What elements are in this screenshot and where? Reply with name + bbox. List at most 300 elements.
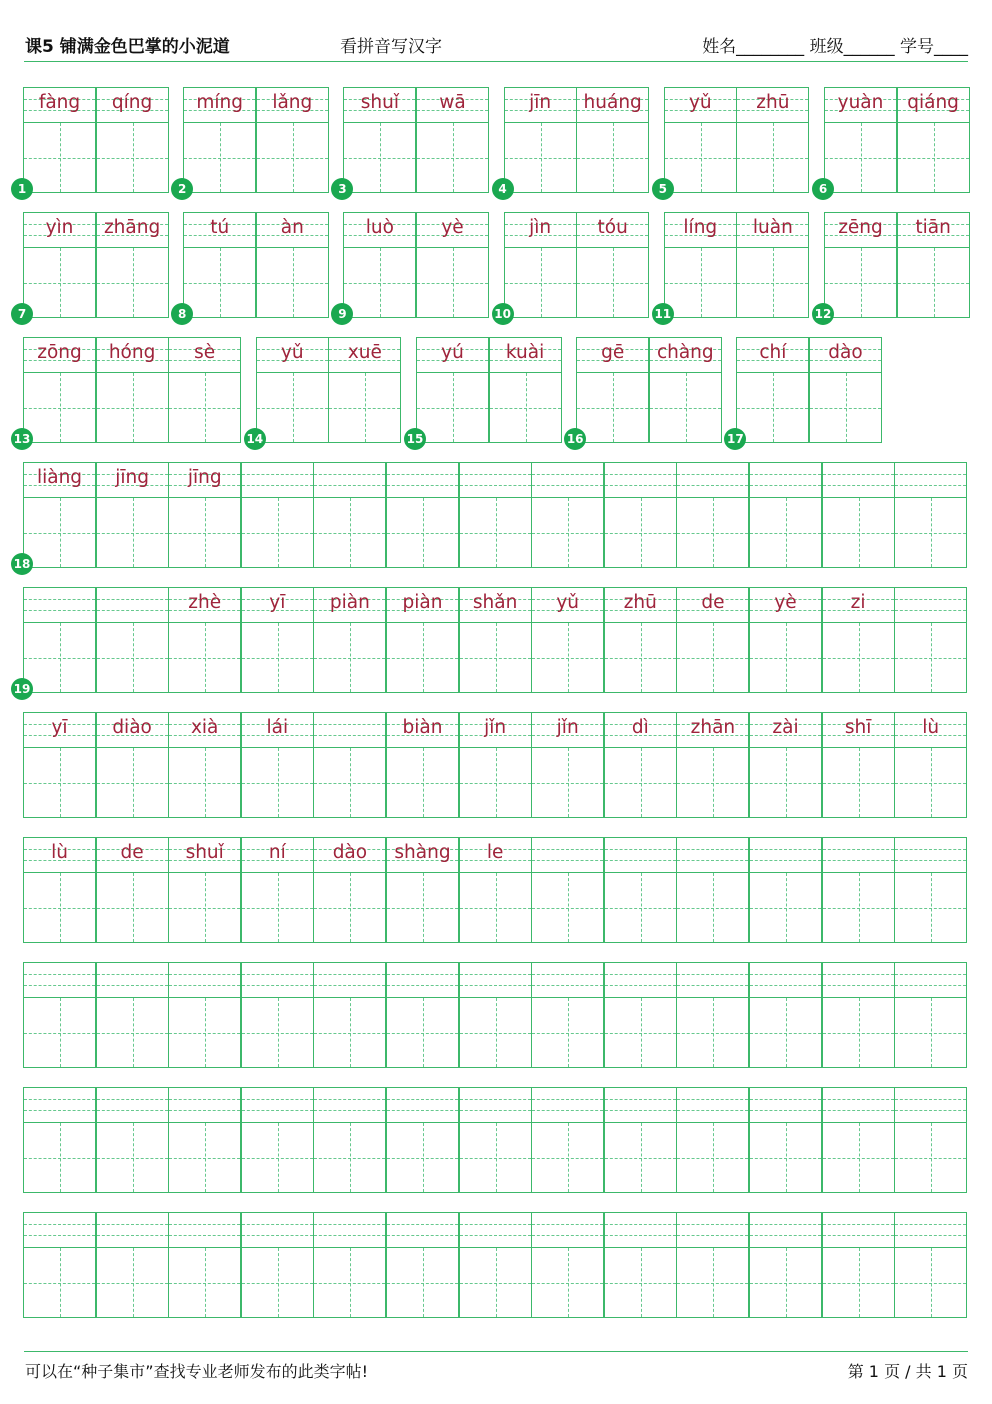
character-box[interactable] [314, 998, 385, 1067]
pinyin-text: gē [601, 342, 625, 363]
character-box[interactable] [895, 748, 966, 817]
character-box[interactable] [97, 873, 168, 942]
pinyin-band [895, 963, 966, 998]
writing-cell[interactable] [96, 1212, 169, 1318]
character-box[interactable] [242, 1248, 313, 1317]
character-box[interactable] [314, 1248, 385, 1317]
character-box[interactable] [387, 623, 458, 692]
writing-cell[interactable] [241, 1212, 314, 1318]
writing-cell[interactable] [313, 1087, 386, 1193]
character-box[interactable] [532, 998, 603, 1067]
item-number-badge: 6 [812, 178, 834, 200]
pinyin-text: piàn [402, 592, 443, 613]
character-box[interactable] [417, 123, 488, 192]
pinyin-text: de [120, 842, 144, 863]
writing-cell[interactable] [894, 587, 967, 693]
writing-cell[interactable] [183, 87, 256, 193]
character-box[interactable] [24, 248, 95, 317]
pinyin-band [750, 838, 821, 873]
character-box[interactable] [677, 498, 748, 567]
character-box[interactable] [677, 1248, 748, 1317]
character-box[interactable] [605, 623, 676, 692]
writing-cell[interactable] [822, 1087, 895, 1193]
character-box[interactable] [577, 248, 648, 317]
writing-cell[interactable] [531, 587, 604, 693]
character-box[interactable] [577, 373, 648, 442]
writing-cell[interactable] [96, 837, 169, 943]
pinyin-text: zhāng [103, 217, 161, 238]
character-box[interactable] [97, 373, 168, 442]
character-box[interactable] [344, 248, 415, 317]
writing-cell[interactable] [809, 337, 882, 443]
writing-cell[interactable] [894, 1087, 967, 1193]
character-box[interactable] [314, 748, 385, 817]
character-box[interactable] [532, 623, 603, 692]
character-box[interactable] [417, 373, 488, 442]
character-box[interactable] [314, 498, 385, 567]
writing-cell[interactable] [328, 337, 401, 443]
pinyin-band [895, 588, 966, 623]
character-box[interactable] [257, 123, 328, 192]
writing-cell[interactable] [676, 1087, 749, 1193]
writing-cell[interactable] [386, 837, 459, 943]
character-box[interactable] [605, 498, 676, 567]
writing-cell[interactable] [241, 1087, 314, 1193]
character-box[interactable] [169, 998, 240, 1067]
pinyin-band [460, 963, 531, 998]
writing-cell[interactable] [822, 837, 895, 943]
writing-cell[interactable] [96, 87, 169, 193]
writing-cell[interactable] [256, 87, 329, 193]
writing-cell[interactable] [343, 212, 416, 318]
character-box[interactable] [577, 123, 648, 192]
pinyin-text: dào [332, 842, 368, 863]
writing-cell[interactable] [531, 1087, 604, 1193]
character-box[interactable] [532, 748, 603, 817]
pinyin-text: lù [51, 842, 68, 863]
pinyin-band [750, 1213, 821, 1248]
pinyin-text: zhè [188, 592, 222, 613]
character-box[interactable] [750, 623, 821, 692]
writing-cell[interactable] [822, 1212, 895, 1318]
character-box[interactable] [665, 123, 736, 192]
character-box[interactable] [532, 1248, 603, 1317]
character-box[interactable] [24, 498, 95, 567]
writing-cell[interactable] [416, 337, 489, 443]
character-box[interactable] [532, 1123, 603, 1192]
writing-cell[interactable] [897, 212, 970, 318]
character-box[interactable] [825, 123, 896, 192]
writing-cell[interactable] [313, 962, 386, 1068]
item-number-badge: 5 [652, 178, 674, 200]
pinyin-text: kuài [505, 342, 545, 363]
pinyin-text: yú [441, 342, 464, 363]
writing-cell[interactable] [416, 87, 489, 193]
writing-cell[interactable] [23, 337, 96, 443]
pinyin-text: zhān [690, 717, 736, 738]
character-box[interactable] [823, 748, 894, 817]
character-box[interactable] [387, 998, 458, 1067]
pinyin-text: fàng [38, 92, 81, 113]
character-box[interactable] [169, 373, 240, 442]
pinyin-text: huáng [583, 92, 642, 113]
character-box[interactable] [387, 498, 458, 567]
writing-cell[interactable] [676, 837, 749, 943]
writing-cell[interactable] [23, 837, 96, 943]
writing-cell[interactable] [241, 712, 314, 818]
character-box[interactable] [97, 498, 168, 567]
character-box[interactable] [650, 373, 721, 442]
writing-cell[interactable] [23, 462, 96, 568]
writing-cell[interactable] [168, 1212, 241, 1318]
writing-cell[interactable] [664, 87, 737, 193]
character-box[interactable] [750, 748, 821, 817]
character-box[interactable] [24, 1123, 95, 1192]
item-number-badge: 10 [492, 303, 514, 325]
footer-note: 可以在“种子集市”查找专业老师发布的此类字帖! [25, 1362, 368, 1381]
writing-cell[interactable] [489, 337, 562, 443]
pinyin-text: ní [268, 842, 286, 863]
character-box[interactable] [329, 373, 400, 442]
writing-cell[interactable] [23, 212, 96, 318]
character-box[interactable] [823, 623, 894, 692]
writing-cell[interactable] [576, 212, 649, 318]
pinyin-text: hóng [108, 342, 156, 363]
character-box[interactable] [810, 373, 881, 442]
character-box[interactable] [417, 248, 488, 317]
pinyin-band [605, 963, 676, 998]
character-box[interactable] [387, 1123, 458, 1192]
writing-cell[interactable] [23, 87, 96, 193]
writing-cell[interactable] [531, 837, 604, 943]
writing-cell[interactable] [23, 1212, 96, 1318]
character-box[interactable] [242, 1123, 313, 1192]
writing-cell[interactable] [824, 87, 897, 193]
writing-cell[interactable] [96, 1087, 169, 1193]
character-box[interactable] [24, 373, 95, 442]
writing-cell[interactable] [459, 462, 532, 568]
character-box[interactable] [257, 248, 328, 317]
character-box[interactable] [898, 248, 969, 317]
writing-cell[interactable] [749, 1212, 822, 1318]
character-box[interactable] [895, 873, 966, 942]
writing-cell[interactable] [459, 712, 532, 818]
character-box[interactable] [24, 748, 95, 817]
item-number-badge: 12 [812, 303, 834, 325]
writing-cell[interactable] [531, 712, 604, 818]
pinyin-band [895, 838, 966, 873]
writing-cell[interactable] [824, 212, 897, 318]
writing-cell[interactable] [96, 587, 169, 693]
writing-cell[interactable] [23, 587, 96, 693]
writing-cell[interactable] [241, 462, 314, 568]
writing-cell[interactable] [168, 962, 241, 1068]
character-box[interactable] [169, 748, 240, 817]
writing-cell[interactable] [386, 587, 459, 693]
character-box[interactable] [677, 998, 748, 1067]
character-box[interactable] [605, 748, 676, 817]
writing-cell[interactable] [241, 587, 314, 693]
writing-cell[interactable] [736, 87, 809, 193]
writing-cell[interactable] [894, 1212, 967, 1318]
character-box[interactable] [97, 1123, 168, 1192]
item-number-badge: 13 [11, 428, 33, 450]
pinyin-band [532, 1088, 603, 1123]
character-box[interactable] [97, 248, 168, 317]
character-box[interactable] [605, 873, 676, 942]
writing-cell[interactable] [749, 1087, 822, 1193]
writing-cell[interactable] [386, 1212, 459, 1318]
writing-cell[interactable] [604, 587, 677, 693]
writing-cell[interactable] [504, 87, 577, 193]
item-number-badge: 8 [171, 303, 193, 325]
writing-cell[interactable] [386, 1087, 459, 1193]
writing-cell[interactable] [604, 1087, 677, 1193]
character-box[interactable] [460, 1248, 531, 1317]
character-box[interactable] [460, 623, 531, 692]
writing-cell[interactable] [676, 462, 749, 568]
character-box[interactable] [24, 873, 95, 942]
character-box[interactable] [242, 998, 313, 1067]
writing-cell[interactable] [749, 712, 822, 818]
writing-cell[interactable] [531, 462, 604, 568]
character-box[interactable] [823, 998, 894, 1067]
writing-cell[interactable] [749, 462, 822, 568]
character-box[interactable] [750, 998, 821, 1067]
character-box[interactable] [895, 1248, 966, 1317]
writing-cell[interactable] [604, 462, 677, 568]
writing-cell[interactable] [313, 462, 386, 568]
character-box[interactable] [169, 623, 240, 692]
writing-cell[interactable] [504, 212, 577, 318]
writing-cell[interactable] [96, 212, 169, 318]
pinyin-band [387, 463, 458, 498]
writing-cell[interactable] [736, 337, 809, 443]
writing-cell[interactable] [459, 1212, 532, 1318]
writing-cell[interactable] [313, 837, 386, 943]
pinyin-band [605, 1213, 676, 1248]
character-box[interactable] [505, 123, 576, 192]
writing-cell[interactable] [168, 1087, 241, 1193]
writing-cell[interactable] [241, 837, 314, 943]
writing-cell[interactable] [343, 87, 416, 193]
character-box[interactable] [169, 498, 240, 567]
character-box[interactable] [460, 998, 531, 1067]
character-box[interactable] [257, 373, 328, 442]
character-box[interactable] [314, 623, 385, 692]
pinyin-text: luò [365, 217, 394, 238]
character-box[interactable] [677, 1123, 748, 1192]
writing-cell[interactable] [736, 212, 809, 318]
writing-cell[interactable] [386, 462, 459, 568]
writing-cell[interactable] [822, 462, 895, 568]
character-box[interactable] [387, 748, 458, 817]
character-box[interactable] [825, 248, 896, 317]
writing-cell[interactable] [897, 87, 970, 193]
character-box[interactable] [898, 123, 969, 192]
writing-cell[interactable] [256, 337, 329, 443]
writing-cell[interactable] [183, 212, 256, 318]
page-number: 第 1 页 / 共 1 页 [847, 1362, 968, 1381]
character-box[interactable] [184, 123, 255, 192]
character-box[interactable] [97, 623, 168, 692]
writing-cell[interactable] [604, 712, 677, 818]
pinyin-band [823, 1213, 894, 1248]
character-box[interactable] [677, 623, 748, 692]
character-box[interactable] [169, 1248, 240, 1317]
writing-cell[interactable] [604, 1212, 677, 1318]
pinyin-text: zhū [756, 92, 790, 113]
character-box[interactable] [242, 748, 313, 817]
writing-cell[interactable] [386, 962, 459, 1068]
character-box[interactable] [605, 1248, 676, 1317]
character-box[interactable] [97, 1248, 168, 1317]
writing-cell[interactable] [459, 587, 532, 693]
writing-cell[interactable] [822, 962, 895, 1068]
character-box[interactable] [895, 998, 966, 1067]
writing-cell[interactable] [256, 212, 329, 318]
character-box[interactable] [97, 998, 168, 1067]
character-box[interactable] [242, 873, 313, 942]
writing-cell[interactable] [894, 837, 967, 943]
character-box[interactable] [895, 498, 966, 567]
character-box[interactable] [605, 998, 676, 1067]
writing-cell[interactable] [168, 337, 241, 443]
character-box[interactable] [895, 1123, 966, 1192]
character-box[interactable] [505, 248, 576, 317]
writing-cell[interactable] [822, 712, 895, 818]
pinyin-band [314, 713, 385, 748]
writing-cell[interactable] [604, 837, 677, 943]
writing-cell[interactable] [749, 837, 822, 943]
writing-cell[interactable] [749, 587, 822, 693]
pinyin-text: qiáng [907, 92, 959, 113]
writing-cell[interactable] [576, 87, 649, 193]
character-box[interactable] [387, 1248, 458, 1317]
writing-cell[interactable] [894, 712, 967, 818]
writing-cell[interactable] [604, 962, 677, 1068]
character-box[interactable] [895, 623, 966, 692]
pinyin-text: yī [51, 717, 68, 738]
writing-cell[interactable] [531, 1212, 604, 1318]
character-box[interactable] [242, 623, 313, 692]
pinyin-band [242, 463, 313, 498]
character-box[interactable] [242, 498, 313, 567]
pinyin-text: sè [194, 342, 216, 363]
pinyin-band [97, 1088, 168, 1123]
writing-cell[interactable] [168, 712, 241, 818]
character-box[interactable] [737, 123, 808, 192]
character-box[interactable] [314, 873, 385, 942]
writing-cell[interactable] [23, 712, 96, 818]
character-box[interactable] [750, 498, 821, 567]
pinyin-text: yè [774, 592, 797, 613]
character-box[interactable] [169, 1123, 240, 1192]
pinyin-text: àn [280, 217, 304, 238]
writing-cell[interactable] [313, 712, 386, 818]
writing-cell[interactable] [96, 337, 169, 443]
character-box[interactable] [823, 873, 894, 942]
character-box[interactable] [314, 1123, 385, 1192]
writing-cell[interactable] [96, 962, 169, 1068]
character-box[interactable] [344, 123, 415, 192]
writing-cell[interactable] [168, 837, 241, 943]
character-box[interactable] [460, 873, 531, 942]
item-number-badge: 16 [564, 428, 586, 450]
character-box[interactable] [490, 373, 561, 442]
character-box[interactable] [605, 1123, 676, 1192]
writing-cell[interactable] [576, 337, 649, 443]
character-box[interactable] [737, 248, 808, 317]
character-box[interactable] [460, 1123, 531, 1192]
character-box[interactable] [460, 498, 531, 567]
pinyin-text: yǔ [688, 92, 712, 113]
writing-cell[interactable] [822, 587, 895, 693]
writing-cell[interactable] [676, 962, 749, 1068]
writing-cell[interactable] [894, 962, 967, 1068]
writing-cell[interactable] [313, 587, 386, 693]
writing-cell[interactable] [459, 1087, 532, 1193]
writing-cell[interactable] [531, 962, 604, 1068]
character-box[interactable] [665, 248, 736, 317]
writing-cell[interactable] [313, 1212, 386, 1318]
writing-cell[interactable] [664, 212, 737, 318]
pinyin-text: xuē [347, 342, 382, 363]
character-box[interactable] [24, 1248, 95, 1317]
character-box[interactable] [24, 123, 95, 192]
character-box[interactable] [677, 873, 748, 942]
character-box[interactable] [460, 748, 531, 817]
character-box[interactable] [387, 873, 458, 942]
character-box[interactable] [750, 1123, 821, 1192]
character-box[interactable] [97, 748, 168, 817]
writing-cell[interactable] [676, 712, 749, 818]
character-box[interactable] [24, 623, 95, 692]
character-box[interactable] [737, 373, 808, 442]
character-box[interactable] [677, 748, 748, 817]
character-box[interactable] [532, 498, 603, 567]
character-box[interactable] [24, 998, 95, 1067]
character-box[interactable] [750, 1248, 821, 1317]
writing-cell[interactable] [749, 962, 822, 1068]
writing-cell[interactable] [168, 462, 241, 568]
character-box[interactable] [184, 248, 255, 317]
writing-cell[interactable] [241, 962, 314, 1068]
writing-cell[interactable] [168, 587, 241, 693]
character-box[interactable] [532, 873, 603, 942]
character-box[interactable] [97, 123, 168, 192]
writing-cell[interactable] [416, 212, 489, 318]
writing-cell[interactable] [649, 337, 722, 443]
character-box[interactable] [823, 1123, 894, 1192]
character-box[interactable] [169, 873, 240, 942]
writing-cell[interactable] [96, 712, 169, 818]
writing-cell[interactable] [386, 712, 459, 818]
writing-cell[interactable] [23, 962, 96, 1068]
pinyin-text: jǐn [556, 717, 579, 738]
character-box[interactable] [750, 873, 821, 942]
writing-cell[interactable] [676, 1212, 749, 1318]
writing-cell[interactable] [23, 1087, 96, 1193]
writing-cell[interactable] [459, 837, 532, 943]
writing-cell[interactable] [676, 587, 749, 693]
item-number-badge: 14 [244, 428, 266, 450]
writing-cell[interactable] [894, 462, 967, 568]
character-box[interactable] [823, 1248, 894, 1317]
character-box[interactable] [823, 498, 894, 567]
writing-cell[interactable] [459, 962, 532, 1068]
writing-cell[interactable] [96, 462, 169, 568]
